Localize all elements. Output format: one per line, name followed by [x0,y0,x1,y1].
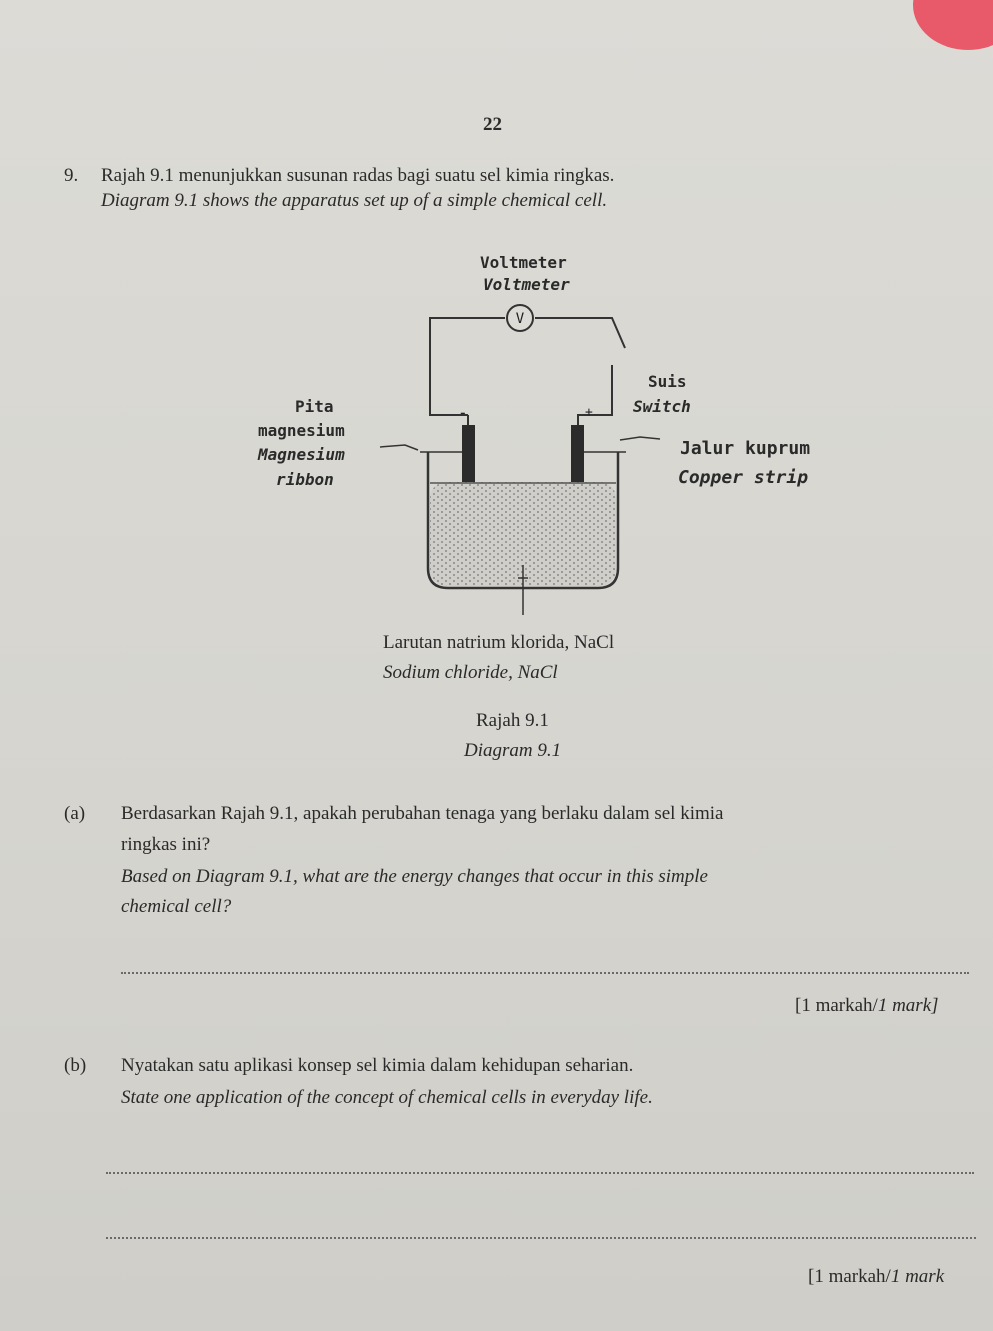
part-b-answer-line-2[interactable] [106,1237,976,1239]
part-a-marks [795,995,939,1017]
magnesium-label-ms-2: magnesium [258,421,345,440]
plus-sign: + [585,405,593,420]
red-corner-decoration [913,0,993,50]
wire-left [430,318,505,415]
part-b-label: (b) [64,1055,87,1076]
diagram-caption-ms: Rajah 9.1 [476,710,549,731]
part-a-text-ms-2: ringkas ini? [121,834,211,855]
page-number: 22 [483,114,502,135]
magnesium-pointer [380,445,418,450]
magnesium-label-en-1: Magnesium [258,445,345,464]
switch-label-en: Switch [633,397,691,416]
question-number: 9. [64,165,79,186]
switch-label-ms: Suis [648,372,687,391]
part-b-marks-en: 1 mark [890,1266,945,1287]
magnesium-label-ms-1: Pita [295,397,334,416]
copper-label-ms: Jalur kuprum [680,438,811,459]
magnesium-label-en-2: ribbon [276,470,334,489]
part-b-marks [808,1266,944,1288]
copper-pointer [620,437,660,440]
wire-right-lower [578,365,612,425]
voltmeter-label-en: Voltmeter [483,275,570,294]
part-a-label: (a) [64,803,86,824]
part-b-marks-ms: [1 markah/ [808,1266,891,1287]
solution-label-en: Sodium chloride, NaCl [383,662,558,683]
question-intro-en: Diagram 9.1 shows the apparatus set up of a simple chemical cell. [101,190,608,211]
part-a-text-en-2: chemical cell? [121,896,232,917]
voltmeter-label-ms: Voltmeter [480,253,567,272]
part-b-text-en: State one application of the concept of chemical cells in everyday life. [121,1087,653,1108]
part-b-answer-line-1[interactable] [106,1172,974,1174]
part-b-text-ms: Nyatakan satu aplikasi konsep sel kimia dalam kehidupan seharian. [121,1055,634,1076]
part-a-marks-ms: [1 markah/ [795,995,878,1016]
copper-label-en: Copper strip [678,467,809,488]
minus-sign: - [458,403,468,422]
part-a-answer-line[interactable] [121,972,969,974]
part-a-text-ms-1: Berdasarkan Rajah 9.1, apakah perubahan tenaga yang berlaku dalam sel kimia [121,803,724,824]
part-a-marks-en: 1 mark] [877,995,939,1016]
voltmeter-symbol-letter: V [515,311,525,327]
part-a-text-en-1: Based on Diagram 9.1, what are the energy changes that occur in this simple [121,866,708,887]
diagram-caption-en: Diagram 9.1 [464,740,562,761]
solution-label-ms: Larutan natrium klorida, NaCl [383,632,615,653]
wire-right-top [535,318,625,348]
chemical-cell-diagram [0,240,993,880]
question-intro-ms: Rajah 9.1 menunjukkan susunan radas bagi suatu sel kimia ringkas. [101,165,615,186]
